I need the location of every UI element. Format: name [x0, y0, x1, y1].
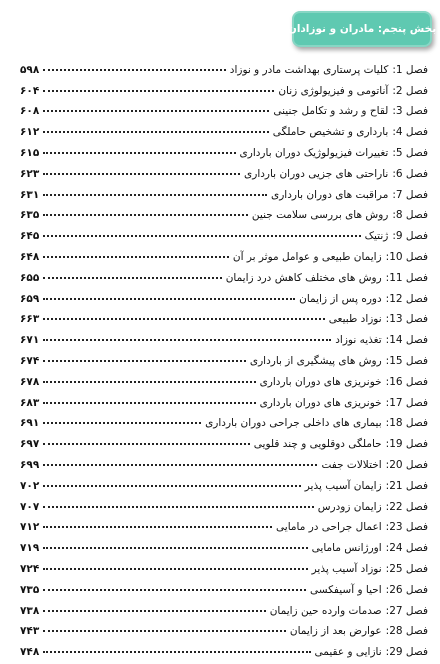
toc-entry-line [20, 581, 428, 596]
page-number: ۶۹۷ [20, 438, 40, 451]
toc-entry[interactable] [20, 492, 428, 513]
dot-leader [43, 641, 310, 653]
dot-leader [43, 142, 235, 154]
toc-entry-line [20, 186, 428, 201]
toc-entry-line [20, 227, 428, 242]
toc-entry-line [20, 82, 428, 97]
chapter-title: صدمات وارده حین زایمان [269, 604, 382, 617]
dot-leader [43, 392, 255, 404]
toc-entry[interactable] [20, 409, 428, 430]
toc-entry-line [20, 539, 428, 554]
chapter-label: فصل 26: [385, 583, 428, 596]
chapter-title: مراقبت های دوران بارداری [271, 188, 389, 201]
dot-leader [43, 350, 246, 362]
chapter-label: فصل 13: [385, 313, 428, 326]
page-number: ۷۰۲ [20, 479, 40, 492]
toc-entry[interactable] [20, 55, 428, 76]
dot-leader [43, 184, 267, 196]
toc-entry[interactable] [20, 533, 428, 554]
toc-entry-line [20, 123, 428, 138]
page-number: ۷۳۸ [20, 604, 40, 617]
chapter-title: تغذیه نوزاد [335, 334, 382, 347]
toc-entry-line [20, 456, 428, 471]
chapter-label: فصل 1: [392, 63, 428, 76]
page-number: ۶۰۸ [20, 105, 40, 118]
page-number: ۶۳۱ [20, 188, 40, 201]
chapter-label: فصل 16: [385, 375, 428, 388]
chapter-title: لقاح و رشد و تکامل جنینی [273, 105, 389, 118]
toc-entry-line [20, 602, 428, 617]
chapter-title: حاملگی دوقلویی و چند قلویی [253, 438, 382, 451]
chapter-title: ژنتیک [364, 230, 389, 243]
toc-entry[interactable] [20, 346, 428, 367]
dot-leader [43, 100, 269, 112]
chapter-label: فصل 18: [385, 417, 428, 430]
section-title: بخش پنجم: مادران و نوزادان [287, 23, 437, 35]
toc-entry-line [20, 643, 428, 658]
toc-entry-line [20, 518, 428, 533]
dot-leader [43, 516, 272, 528]
dot-leader [43, 308, 325, 320]
toc-entry[interactable] [20, 117, 428, 138]
toc-entry[interactable] [20, 513, 428, 534]
page-number: ۷۰۷ [20, 500, 40, 513]
dot-leader [43, 620, 286, 632]
toc-entry[interactable] [20, 637, 428, 658]
toc-entry-line [20, 477, 428, 492]
chapter-title: زایمان آسیب پذیر [304, 479, 382, 492]
dot-leader [43, 454, 317, 466]
toc-entry[interactable] [20, 180, 428, 201]
section-header-badge [287, 11, 437, 47]
toc-entry[interactable] [20, 76, 428, 97]
toc-entry-line [20, 498, 428, 513]
page-number: ۶۱۲ [20, 126, 40, 139]
page-number: ۶۴۸ [20, 250, 40, 263]
page-number: ۶۷۸ [20, 375, 40, 388]
chapter-title: نوزاد آسیب پذیر [311, 562, 382, 575]
toc-entry-line [20, 560, 428, 575]
toc-entry[interactable] [20, 471, 428, 492]
toc-entry[interactable] [20, 388, 428, 409]
toc-entry-line [20, 435, 428, 450]
page-number: ۶۶۳ [20, 313, 40, 326]
toc-entry[interactable] [20, 554, 428, 575]
page-number: ۶۵۵ [20, 271, 40, 284]
page-number: ۶۵۹ [20, 292, 40, 305]
page-number: ۷۴۳ [20, 625, 40, 638]
toc-entry[interactable] [20, 367, 428, 388]
chapter-label: فصل 21: [385, 479, 428, 492]
toc-entry-line [20, 165, 428, 180]
chapter-title: اورژانس مامایی [311, 542, 382, 555]
dot-leader [43, 371, 255, 383]
page-number: ۷۱۲ [20, 521, 40, 534]
toc-entry[interactable] [20, 221, 428, 242]
toc-entry[interactable] [20, 242, 428, 263]
dot-leader [43, 267, 221, 279]
toc-entry[interactable] [20, 201, 428, 222]
page-number: ۶۳۵ [20, 209, 40, 222]
toc-entry-line [20, 144, 428, 159]
dot-leader [43, 80, 274, 92]
page-number: ۷۱۹ [20, 542, 40, 555]
toc-entry-line [20, 269, 428, 284]
chapter-title: اعمال جراحی در مامایی [276, 521, 382, 534]
toc-entry-line [20, 373, 428, 388]
toc-entry[interactable] [20, 138, 428, 159]
dot-leader [43, 204, 248, 216]
chapter-label: فصل 27: [385, 604, 428, 617]
toc-entry[interactable] [20, 97, 428, 118]
toc-entry[interactable] [20, 450, 428, 471]
page-number: ۶۷۱ [20, 334, 40, 347]
page-number: ۶۷۴ [20, 354, 40, 367]
chapter-label: فصل 8: [392, 209, 428, 222]
chapter-title: روش های بررسی سلامت جنین [251, 209, 389, 222]
chapter-title: اختلالات جفت [321, 458, 382, 471]
chapter-title: تغییرات فیزیولوژیک دوران بارداری [239, 146, 389, 159]
chapter-label: فصل 24: [385, 542, 428, 555]
toc-entry[interactable] [20, 575, 428, 596]
page-number: ۶۸۳ [20, 396, 40, 409]
chapter-label: فصل 6: [392, 167, 428, 180]
dot-leader [43, 288, 295, 300]
page-number: ۶۹۱ [20, 417, 40, 430]
toc-entry-line [20, 61, 428, 76]
chapter-label: فصل 14: [385, 334, 428, 347]
chapter-title: بیماری های داخلی جراحی دوران بارداری [205, 417, 382, 430]
chapter-label: فصل 12: [385, 292, 428, 305]
page-number: ۶۹۹ [20, 458, 40, 471]
chapter-title: بارداری و تشخیص حاملگی [272, 126, 389, 139]
dot-leader [43, 433, 250, 445]
chapter-title: عوارض بعد از زایمان [289, 625, 382, 638]
toc-entry-line [20, 102, 428, 117]
toc-entry-line [20, 310, 428, 325]
chapter-label: فصل 15: [385, 354, 428, 367]
chapter-title: خونریزی های دوران بارداری [259, 375, 382, 388]
chapter-label: فصل 5: [392, 146, 428, 159]
chapter-title: ناراحتی های جزیی دوران بارداری [244, 167, 389, 180]
toc-entry-line [20, 248, 428, 263]
toc-entry[interactable] [20, 325, 428, 346]
chapter-label: فصل 10: [385, 250, 428, 263]
dot-leader [43, 225, 360, 237]
toc-entry-line [20, 414, 428, 429]
toc-entry-line [20, 206, 428, 221]
dot-leader [43, 600, 265, 612]
chapter-label: فصل 9: [392, 230, 428, 243]
chapter-label: فصل 25: [385, 562, 428, 575]
chapter-title: زایمان طبیعی و عوامل موثر بر آن [232, 250, 382, 263]
chapter-label: فصل 4: [392, 126, 428, 139]
chapter-title: خونریزی های دوران بارداری [259, 396, 382, 409]
dot-leader [43, 579, 306, 591]
toc-entry-line [20, 331, 428, 346]
chapter-label: فصل 17: [385, 396, 428, 409]
chapter-title: نوزاد طبیعی [328, 313, 382, 326]
dot-leader [43, 558, 307, 570]
page-number: ۵۹۸ [20, 63, 40, 76]
toc-entry[interactable] [20, 159, 428, 180]
chapter-title: کلیات پرستاری بهداشت مادر و نوزاد [229, 63, 389, 76]
page-number: ۶۴۵ [20, 230, 40, 243]
page-number: ۷۳۵ [20, 583, 40, 596]
table-of-contents [20, 55, 428, 658]
chapter-title: احیا و آسیفکسی [310, 583, 382, 596]
dot-leader [43, 496, 313, 508]
dot-leader [43, 246, 229, 258]
chapter-label: فصل 19: [385, 438, 428, 451]
chapter-label: فصل 29: [385, 646, 428, 659]
toc-entry-line [20, 290, 428, 305]
dot-leader [43, 59, 226, 71]
chapter-label: فصل 2: [392, 84, 428, 97]
chapter-title: روش های پیشگیری از بارداری [249, 354, 382, 367]
dot-leader [43, 412, 201, 424]
toc-entry[interactable] [20, 596, 428, 617]
chapter-label: فصل 7: [392, 188, 428, 201]
toc-entry-line [20, 622, 428, 637]
chapter-label: فصل 22: [385, 500, 428, 513]
chapter-title: آناتومی و فیزیولوژی زنان [278, 84, 389, 97]
toc-entry[interactable] [20, 284, 428, 305]
page-number: ۶۰۴ [20, 84, 40, 97]
chapter-title: نازایی و عقیمی [314, 646, 382, 659]
page-number: ۷۴۸ [20, 646, 40, 659]
page-number: ۷۲۴ [20, 562, 40, 575]
toc-entry[interactable] [20, 429, 428, 450]
toc-entry[interactable] [20, 617, 428, 638]
toc-entry[interactable] [20, 305, 428, 326]
page-number: ۶۱۵ [20, 146, 40, 159]
chapter-label: فصل 23: [385, 521, 428, 534]
toc-entry-line [20, 352, 428, 367]
toc-entry-line [20, 394, 428, 409]
page-number: ۶۲۳ [20, 167, 40, 180]
dot-leader [43, 163, 240, 175]
dot-leader [43, 537, 307, 549]
dot-leader [43, 475, 301, 487]
chapter-label: فصل 28: [385, 625, 428, 638]
dot-leader [43, 121, 269, 133]
chapter-label: فصل 3: [392, 105, 428, 118]
chapter-label: فصل 11: [385, 271, 428, 284]
chapter-title: روش های مختلف کاهش درد زایمان [225, 271, 382, 284]
chapter-title: زایمان زودرس [317, 500, 382, 513]
chapter-title: دوره پس از زایمان [299, 292, 382, 305]
chapter-label: فصل 20: [385, 458, 428, 471]
dot-leader [43, 329, 331, 341]
toc-entry[interactable] [20, 263, 428, 284]
